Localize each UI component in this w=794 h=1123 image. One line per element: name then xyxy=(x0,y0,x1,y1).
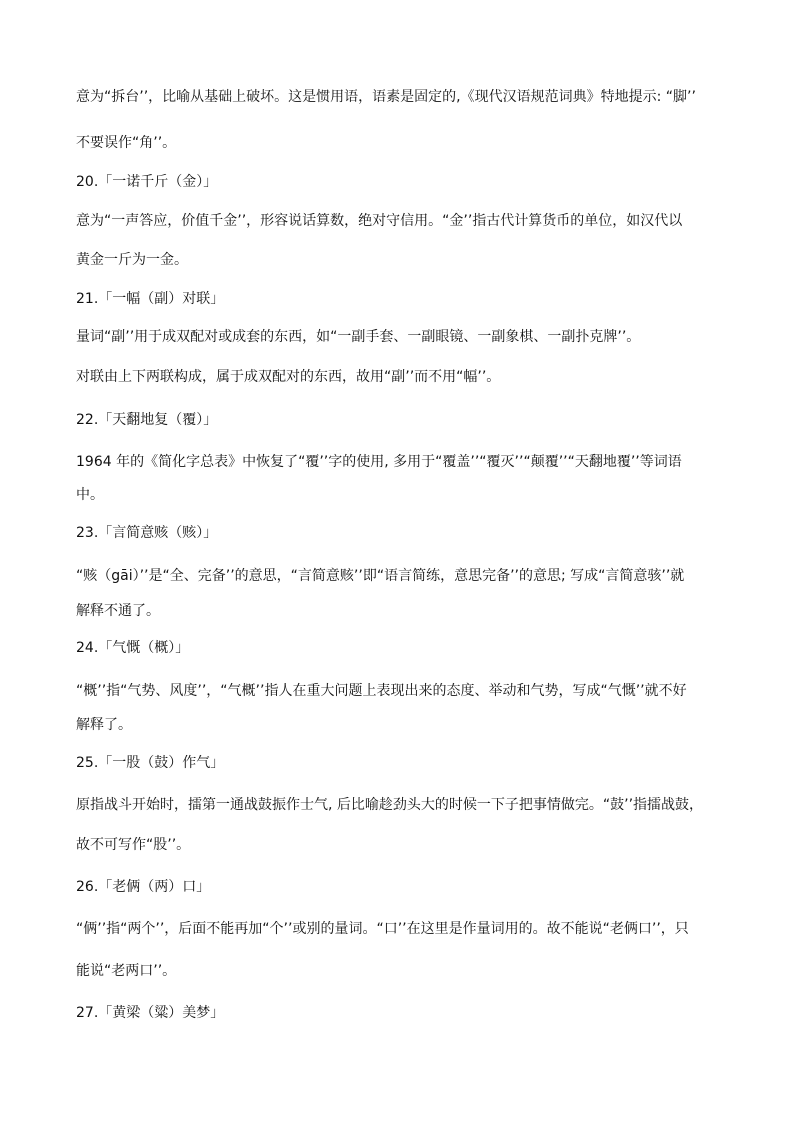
paragraph-line: 不要误作“角’’。 xyxy=(76,135,177,151)
paragraph-line: 中。 xyxy=(76,487,104,503)
section-heading-26: 26.「老俩（两）口」 xyxy=(76,879,211,895)
paragraph-line: 意为“拆台’’，比喻从基础上破坏。这是惯用语，语素是固定的,《现代汉语规范词典》特地提示: “脚’’ xyxy=(76,89,696,105)
section-heading-23: 23.「言简意赅（赅）」 xyxy=(76,525,218,541)
paragraph-line: “俩’’指“两个’’，后面不能再加“个’’或别的量词。“口’’在这里是作量词用的。故不能说“老俩口’’，只 xyxy=(76,921,689,937)
section-heading-22: 22.「天翻地复（覆）」 xyxy=(76,412,218,428)
paragraph-line: 故不可写作“股’’。 xyxy=(76,837,191,853)
paragraph-line: 解释了。 xyxy=(76,717,132,733)
paragraph-line: “赅（gāi）’’是“全、完备’’的意思，“言简意赅’’即“语言简练，意思完备’’的意思; 写成“言简意骇’’就 xyxy=(76,568,685,584)
section-heading-21: 21.「一幅（副）对联」 xyxy=(76,291,225,307)
paragraph-line: 能说“老两口’’。 xyxy=(76,963,177,979)
paragraph-line: 1964 年的《简化字总表》中恢复了“覆’’字的使用, 多用于“覆盖’’“覆灭’’“颠覆’’“天翻地覆’’等词语 xyxy=(76,454,682,470)
paragraph-line: 原指战斗开始时，擂第一通战鼓振作士气, 后比喻趁劲头大的时候一下子把事情做完。“鼓’’指擂战鼓， xyxy=(76,797,704,813)
paragraph-line: 解释不通了。 xyxy=(76,603,160,619)
paragraph-line: 意为“一声答应，价值千金’’，形容说话算数，绝对守信用。“金’’指古代计算货币的单位，如汉代以 xyxy=(76,213,683,229)
paragraph-line: 黄金一斤为一金。 xyxy=(76,252,188,268)
paragraph-line: 对联由上下两联构成，属于成双配对的东西，故用“副’’而不用“幅’’。 xyxy=(76,369,501,385)
paragraph-line: “概’’指“气势、风度’’，“气概’’指人在重大问题上表现出来的态度、举动和气势，写成“气慨’’就不好 xyxy=(76,683,687,699)
section-heading-20: 20.「一诺千斤（金）」 xyxy=(76,174,218,190)
paragraph-line: 量词“副’’用于成双配对或成套的东西，如“一副手套、一副眼镜、一副象棋、一副扑克牌’’。 xyxy=(76,329,641,345)
section-heading-27: 27.「黄梁（粱）美梦」 xyxy=(76,1005,225,1021)
section-heading-25: 25.「一股（鼓）作气」 xyxy=(76,755,225,771)
section-heading-24: 24.「气慨（概）」 xyxy=(76,640,190,656)
